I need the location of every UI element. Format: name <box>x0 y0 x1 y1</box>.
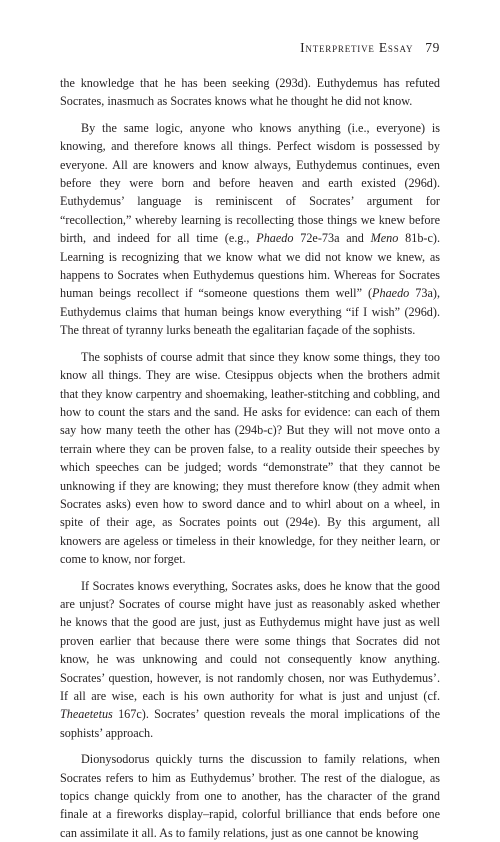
text-run: 73a), Euthydemus claims that human beings know everything “if I wish” (296d). The threat of tyranny lurks beneath the egalitarian façade of the sophists. <box>60 286 440 338</box>
text-run: If Socrates knows everything, Socrates asks, does he know that the good are unjust? Socrates of course might have just as reasonably asked whether he knows that the good are just, just as Euthydemus might have just as well proven earlier that because there were some things that Socrates did not know, he was unknowing and could not consequently know anything. Socrates’ question, however, is not randomly chosen, nor was Euthydemus’. If all are wise, each is his own authority for what is just and unjust (cf. <box>60 578 440 703</box>
running-head <box>60 40 440 58</box>
paragraph <box>60 750 440 842</box>
body-text <box>60 74 440 842</box>
paragraph <box>60 348 440 569</box>
text-run: 81b-c). Learning is recognizing that we know what we did not know we knew, as happens to Socrates when Euthydemus questions him. Whereas for Socrates human beings recollect if “someone questions them well” ( <box>60 231 440 301</box>
running-head-title: Interpretive Essay <box>300 40 414 55</box>
italic-title: Theaetetus <box>60 707 113 722</box>
paragraph <box>60 577 440 743</box>
text-run: By the same logic, anyone who knows anything (i.e., everyone) is knowing, and therefore knows all things. Perfect wisdom is possessed by everyone. All are knowers and know always, Euthydemus continues, even before they were born and before heaven and earth existed (296d). Euthydemus’ language is reminiscent of Socrates’ argument for “recollection,” whereby learning is recollecting those things we knew before birth, and indeed for all time (e.g., <box>60 120 440 246</box>
italic-title: Meno <box>370 231 399 246</box>
text-run: The sophists of course admit that since they know some things, they too know all things. They are wise. Ctesippus objects when the brothers admit that they know carpentry and shoemaking, leather-stitching and cobbling, and how to count the stars and the sand. He asks for evidence: can each of them say how many teeth the other has (294b-c)? But they will not move onto a terrain where they can be proven false, to a reality outside their speeches by which speeches can be judged; words “demonstrate” that they cannot be unknowing if they are knowing; they must therefore know (they admit when Socrates asks) even how to sword dance and to whirl about on a wheel, in spite of their age, as Socrates points out (294e). By this argument, all knowers are ageless or timeless in their knowledge, for they neither learn, or come to know, nor forget. <box>60 349 440 567</box>
text-run: 167c). Socrates’ question reveals the moral implications of the sophists’ approach. <box>60 707 440 740</box>
italic-title: Phaedo <box>256 231 294 246</box>
italic-title: Phaedo <box>372 286 410 301</box>
paragraph <box>60 119 440 340</box>
paragraph <box>60 74 440 111</box>
text-run: Dionysodorus quickly turns the discussion to family relations, when Socrates refers to him as Euthydemus’ brother. The rest of the dialogue, as topics change quickly from one to another, has the character of the grand finale at a fireworks display–rapid, colorful brilliance that ends before one can assimilate it all. As to family relations, just as one cannot be knowing <box>60 752 440 840</box>
text-run: the knowledge that he has been seeking (293d). Euthydemus has refuted Socrates, inasmuch as Socrates knows what he thought he did not know. <box>60 76 440 109</box>
text-run: 72e-73a and <box>293 231 371 246</box>
page-number: 79 <box>425 40 440 55</box>
